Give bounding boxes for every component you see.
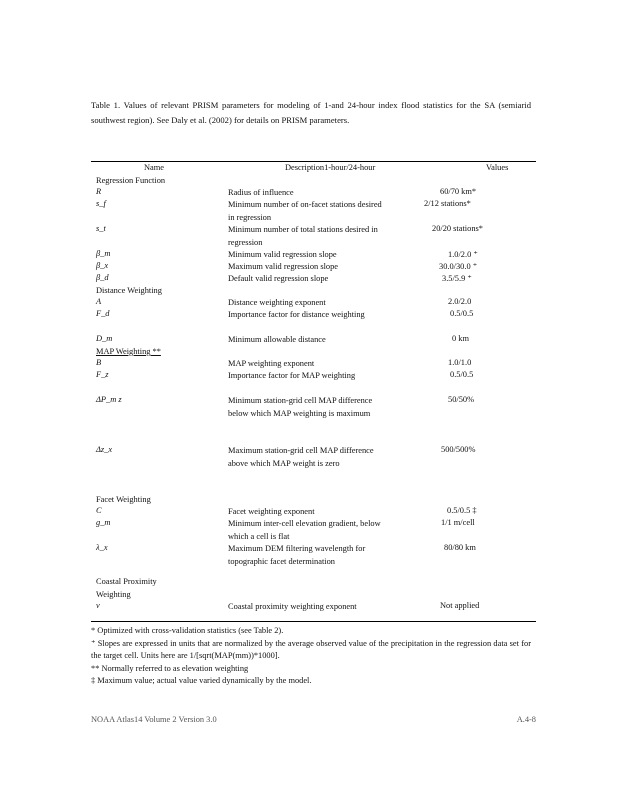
- table-row: [96, 358, 536, 370]
- parameter-value: 0 km: [452, 334, 469, 343]
- parameter-description: Minimum station-grid cell MAP difference below which MAP weighting is maximum: [228, 396, 373, 418]
- table-row: [96, 309, 536, 334]
- parameter-symbol: Δz_x: [96, 445, 113, 454]
- parameter-description: Default valid regression slope: [228, 274, 329, 283]
- parameter-symbol: B: [96, 358, 102, 367]
- table-row: [96, 334, 536, 346]
- parameter-description: Facet weighting exponent: [228, 507, 315, 516]
- footnotes: [91, 625, 531, 688]
- parameter-symbol: λ_x: [96, 543, 108, 552]
- section-heading: Coastal Proximity Weighting: [96, 577, 157, 599]
- table-row: [96, 506, 536, 518]
- parameter-symbol: A: [96, 297, 102, 306]
- section-heading: Distance Weighting: [96, 286, 162, 295]
- section-heading: Regression Function: [96, 176, 166, 185]
- parameter-symbol: β_x: [96, 261, 109, 270]
- table-row: [96, 199, 536, 224]
- parameter-value: 60/70 km*: [440, 187, 477, 196]
- parameter-symbol: g_m: [96, 518, 111, 527]
- parameter-value: Not applied: [440, 601, 480, 610]
- table-row: [96, 187, 536, 199]
- parameter-description: Maximum DEM filtering wavelength for topographic facet determination: [228, 544, 366, 566]
- footer-page-number: A.4-8: [516, 715, 536, 724]
- table-bottom-rule: [91, 621, 536, 622]
- parameter-description: Distance weighting exponent: [228, 298, 326, 307]
- parameter-description: Maximum station-grid cell MAP difference above which MAP weight is zero: [228, 446, 374, 468]
- header-rule-top: [91, 161, 536, 162]
- table-row: [96, 297, 536, 309]
- parameter-description: Minimum inter-cell elevation gradient, below which a cell is flat: [228, 519, 381, 541]
- parameter-description: Minimum valid regression slope: [228, 250, 337, 259]
- parameter-description: Importance factor for MAP weighting: [228, 371, 356, 380]
- parameter-symbol: β_d: [96, 273, 109, 282]
- parameter-symbol: R: [96, 187, 102, 196]
- table-row: [96, 445, 536, 482]
- parameter-value: 2/12 stations*: [424, 199, 471, 208]
- parameter-symbol: β_m: [96, 249, 111, 258]
- table-row: [96, 261, 536, 273]
- footnote-optimized: * Optimized with cross-validation statistics (see Table 2).: [91, 626, 284, 635]
- parameter-value: 1/1 m/cell: [441, 518, 475, 527]
- parameter-description: Minimum number of total stations desired in regression: [228, 225, 378, 247]
- table-row: [96, 249, 536, 261]
- parameter-description: Minimum allowable distance: [228, 335, 326, 344]
- parameter-symbol: s_f: [96, 199, 106, 208]
- parameter-value: 0.5/0.5: [450, 370, 474, 379]
- footnote-slopes: ⁺ Slopes are expressed in units that are normalized by the average observed value of the precipitation in the regression data set for the target cell. Units here are 1/[sqrt(MAP(mm))*1000].: [91, 638, 531, 661]
- parameter-description: Minimum number of on-facet stations desired in regression: [228, 200, 382, 222]
- table-row: [96, 395, 536, 445]
- parameter-value: 1.0/1.0: [448, 358, 472, 367]
- parameter-value: 500/500%: [441, 445, 476, 454]
- header-description: Description1-hour/24-hour: [285, 163, 376, 172]
- section-heading: MAP Weighting **: [96, 347, 161, 356]
- footnote-maximum: ‡ Maximum value; actual value varied dynamically by the model.: [91, 676, 312, 686]
- parameter-value: 20/20 stations*: [432, 224, 483, 233]
- parameter-symbol: D_m: [96, 334, 113, 343]
- parameter-value: 50/50%: [448, 395, 475, 404]
- table-body: [96, 175, 536, 613]
- parameter-value: 2.0/2.0: [448, 297, 472, 306]
- parameter-symbol: F_z: [96, 370, 109, 379]
- parameter-symbol: ΔP_m z: [96, 395, 122, 404]
- parameter-description: MAP weighting exponent: [228, 359, 315, 368]
- parameter-symbol: C: [96, 506, 102, 515]
- header-name: Name: [144, 163, 164, 172]
- parameter-symbol: v: [96, 601, 100, 610]
- parameter-description: Radius of influence: [228, 188, 294, 197]
- table-caption: Table 1. Values of relevant PRISM parameters for modeling of 1-and 24-hour index flood statistics for the SA (semiarid southwest region). See Daly et al. (2002) for details on PRISM parameters.: [91, 100, 531, 125]
- parameter-value: 30.0/30.0 ⁺: [439, 262, 478, 271]
- parameter-value: 3.5/5.9 ⁺: [442, 274, 472, 283]
- parameter-description: Importance factor for distance weighting: [228, 310, 365, 319]
- parameter-symbol: F_d: [96, 309, 110, 318]
- footnote-elevation: ** Normally referred to as elevation weighting: [91, 663, 249, 673]
- parameter-table: [96, 163, 536, 613]
- parameter-description: Coastal proximity weighting exponent: [228, 602, 357, 611]
- parameter-value: 0.5/0.5: [450, 309, 474, 318]
- parameter-value: 0.5/0.5 ‡: [447, 506, 477, 515]
- table-row: [96, 601, 536, 613]
- parameter-description: Maximum valid regression slope: [228, 262, 339, 271]
- header-values: Values: [486, 163, 509, 172]
- table-row: [96, 224, 536, 249]
- table-row: [96, 370, 536, 395]
- parameter-symbol: s_t: [96, 224, 106, 233]
- table-row: [96, 518, 536, 543]
- section-heading: Facet Weighting: [96, 495, 151, 504]
- table-row: [96, 273, 536, 285]
- parameter-value: 80/80 km: [444, 543, 476, 552]
- parameter-value: 1.0/2.0 ⁺: [448, 250, 478, 259]
- footer-left: NOAA Atlas14 Volume 2 Version 3.0: [91, 715, 217, 724]
- table-row: [96, 543, 536, 568]
- table-header: [96, 163, 536, 175]
